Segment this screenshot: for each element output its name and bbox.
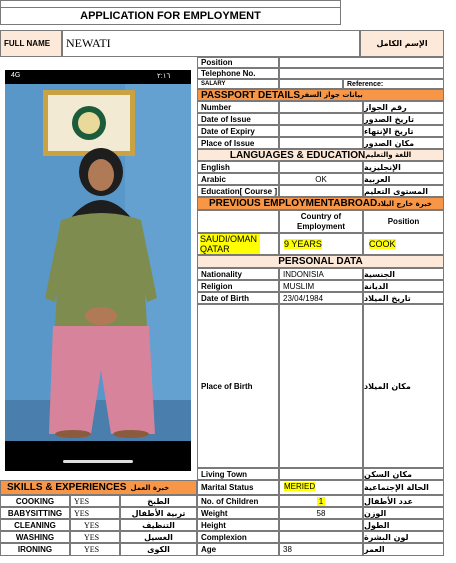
children-value[interactable]: 1 — [318, 496, 324, 506]
employment-country-cell — [197, 233, 279, 255]
arabic-label: Arabic — [197, 173, 279, 185]
position-label: Position — [197, 57, 279, 68]
arabic-arabic: العربية — [363, 173, 444, 185]
employment-country-value[interactable]: SAUDI/OMAN QATAR — [200, 234, 260, 254]
dob-label: Date of Birth — [197, 292, 279, 304]
education-arabic: المستوى التعليم — [363, 185, 444, 197]
salary-label: SALARY — [197, 79, 279, 89]
skill-cleaning-label: CLEANING — [0, 519, 70, 531]
passport-issue-value[interactable] — [279, 113, 363, 125]
employment-section-header — [197, 197, 444, 210]
skill-ironing-arabic: الكوى — [120, 543, 197, 556]
children-label: No. of Children — [197, 495, 279, 507]
dob-arabic: تاريخ الميلاد — [363, 292, 444, 304]
status-time: ٢:١٦ — [157, 73, 171, 80]
skill-cooking-label: COOKING — [0, 495, 70, 507]
employment-position-cell — [363, 233, 444, 255]
living-town-arabic: مكان السكن — [363, 468, 444, 480]
personal-title: PERSONAL DATA — [278, 256, 363, 267]
telephone-label: Telephone No. — [197, 68, 279, 79]
marital-value[interactable]: MERIED — [284, 482, 316, 491]
passport-issue-label: Date of Issue — [197, 113, 279, 125]
skill-babysitting-label: BABYSITTING — [0, 507, 70, 519]
religion-label: Religion — [197, 280, 279, 292]
employment-title: PREVIOUS EMPLOYMENTABROAD — [209, 198, 378, 209]
passport-number-value[interactable] — [279, 101, 363, 113]
skill-cleaning-value[interactable]: YES — [70, 519, 120, 531]
employment-position-value[interactable]: COOK — [369, 239, 396, 249]
children-cell — [279, 495, 363, 507]
height-value[interactable] — [279, 519, 363, 531]
passport-place-label: Place of Issue — [197, 137, 279, 149]
living-town-value[interactable] — [279, 468, 363, 480]
applicant-photo — [5, 70, 191, 471]
religion-arabic: الديانة — [363, 280, 444, 292]
passport-expiry-label: Date of Expiry — [197, 125, 279, 137]
dob-value[interactable]: 23/04/1984 — [279, 292, 363, 304]
employment-header-blank — [197, 210, 279, 233]
passport-number-arabic: رقم الجواز — [363, 101, 444, 113]
skill-babysitting-value[interactable]: YES — [70, 507, 120, 519]
full-name-value[interactable]: NEWATI — [62, 30, 360, 57]
height-label: Height — [197, 519, 279, 531]
passport-number-label: Number — [197, 101, 279, 113]
marital-cell — [279, 480, 363, 495]
english-label: English — [197, 161, 279, 173]
languages-title: LANGUAGES & EDUCATION — [229, 149, 366, 161]
pob-label: Place of Birth — [197, 304, 279, 468]
form-title-text: APPLICATION FOR EMPLOYMENT — [80, 10, 261, 22]
education-value[interactable] — [279, 185, 363, 197]
arabic-value[interactable]: OK — [279, 173, 363, 185]
english-value[interactable] — [279, 161, 363, 173]
skill-cooking-value[interactable]: YES — [70, 495, 120, 507]
full-name-arabic: الإسم الكامل — [360, 30, 444, 57]
status-network: 4G — [11, 72, 21, 79]
passport-issue-arabic: تاريخ الصدور — [363, 113, 444, 125]
education-label: Education[ Course ] — [197, 185, 279, 197]
passport-place-value[interactable] — [279, 137, 363, 149]
nationality-arabic: الجنسية — [363, 268, 444, 280]
personal-section-header — [197, 255, 444, 268]
skill-washing-label: WASHING — [0, 531, 70, 543]
pob-arabic: مكان الميلاد — [363, 304, 444, 468]
telephone-value[interactable] — [279, 68, 444, 79]
passport-section-header — [197, 89, 444, 101]
languages-title-arabic: اللغة والتعليم — [365, 151, 412, 159]
age-label: Age — [197, 543, 279, 556]
passport-place-arabic: مكان الصدور — [363, 137, 444, 149]
complexion-label: Complexion — [197, 531, 279, 543]
weight-arabic: الوزن — [363, 507, 444, 519]
nationality-value[interactable]: INDONISIA — [279, 268, 363, 280]
marital-label: Marital Status — [197, 480, 279, 495]
position-column-header: Position — [363, 210, 444, 233]
passport-title: PASSPORT DETAILS — [201, 89, 301, 101]
english-arabic: الإنجليزية — [363, 161, 444, 173]
employment-duration-cell — [279, 233, 363, 255]
photo-illustration — [5, 70, 191, 471]
passport-title-arabic: بيانات جواز السفر — [300, 91, 363, 99]
position-value[interactable] — [279, 57, 444, 68]
country-of-employment-header: Country of Employment — [279, 210, 363, 233]
salary-value[interactable] — [279, 79, 343, 89]
reference-label: Reference: — [343, 79, 444, 89]
living-town-label: Living Town — [197, 468, 279, 480]
height-arabic: الطول — [363, 519, 444, 531]
marital-arabic: الحالة الإجتماعية — [363, 480, 444, 495]
employment-duration-value[interactable]: 9 YEARS — [284, 239, 322, 249]
weight-value[interactable]: 58 — [279, 507, 363, 519]
passport-expiry-value[interactable] — [279, 125, 363, 137]
skill-ironing-label: IRONING — [0, 543, 70, 556]
skill-washing-value[interactable]: YES — [70, 531, 120, 543]
complexion-value[interactable] — [279, 531, 363, 543]
languages-section-header — [197, 149, 444, 161]
skills-title: SKILLS & EXPERIENCES — [7, 482, 127, 493]
weight-label: Weight — [197, 507, 279, 519]
employment-title-arabic: خبرة خارج البلاد — [377, 199, 432, 208]
full-name-label: FULL NAME — [0, 30, 62, 57]
form-title — [0, 7, 341, 25]
complexion-arabic: لون البشرة — [363, 531, 444, 543]
skills-section-header — [0, 480, 197, 495]
religion-value[interactable]: MUSLIM — [279, 280, 363, 292]
skill-ironing-value[interactable]: YES — [70, 543, 120, 556]
skill-cleaning-arabic: التنظيف — [120, 519, 197, 531]
skills-title-arabic: خبرة العمل — [130, 483, 170, 492]
nationality-label: Nationality — [197, 268, 279, 280]
age-arabic: العمر — [363, 543, 444, 556]
age-value[interactable]: 38 — [279, 543, 363, 556]
pob-value[interactable] — [279, 304, 363, 468]
passport-expiry-arabic: تاريخ الإنتهاء — [363, 125, 444, 137]
skill-cooking-arabic: الطبخ — [120, 495, 197, 507]
skill-babysitting-arabic: تربية الأطفال — [120, 507, 197, 519]
skill-washing-arabic: الغسيل — [120, 531, 197, 543]
children-arabic: عدد الأطفال — [363, 495, 444, 507]
